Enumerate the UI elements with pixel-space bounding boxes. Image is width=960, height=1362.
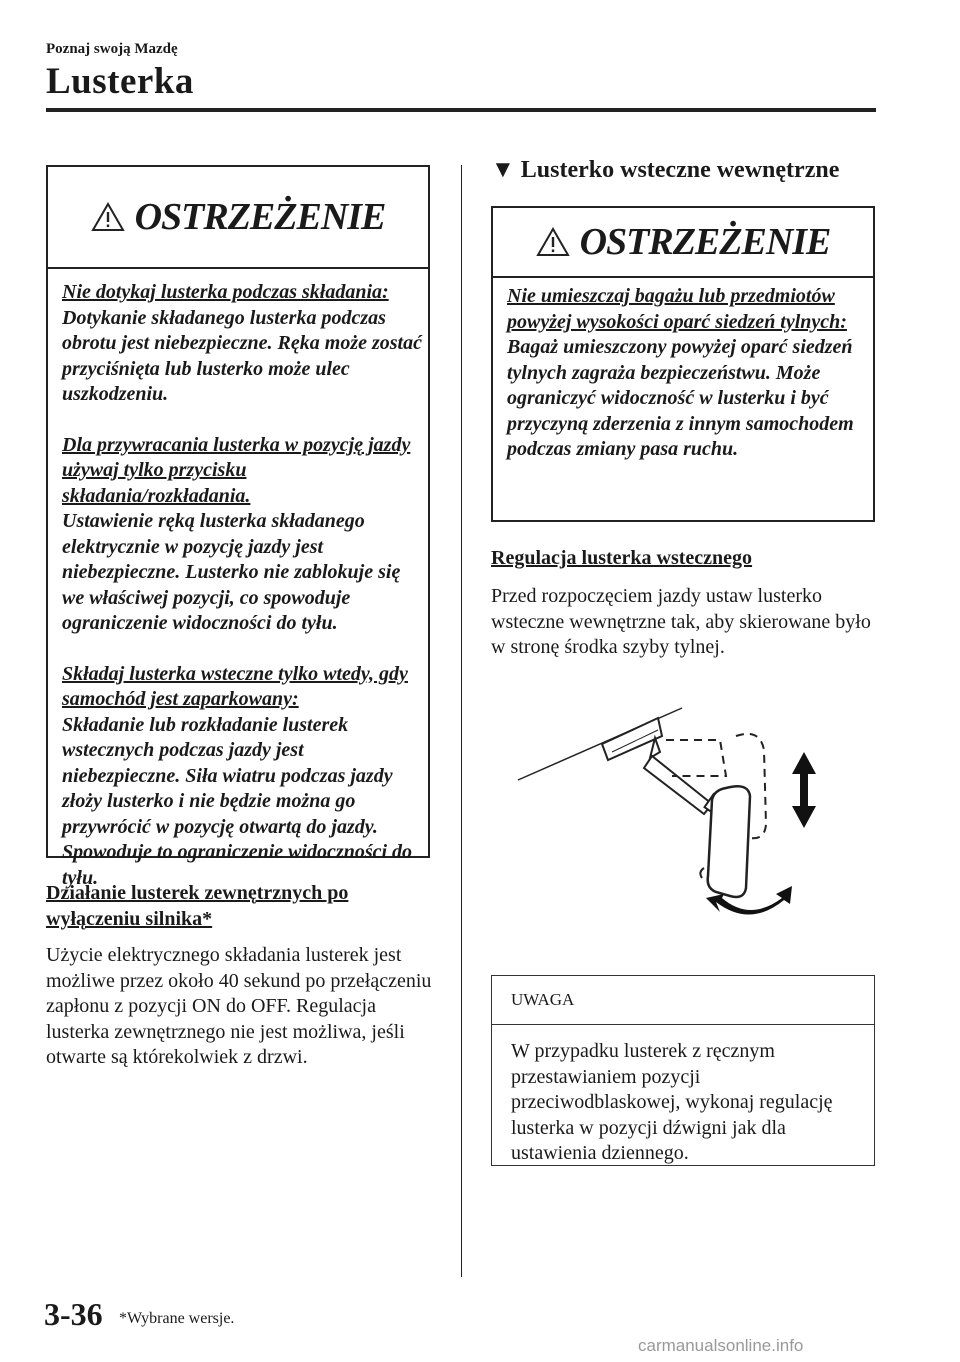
left-subheading: Działanie lusterek zewnętrznych po wyłączeniu silnika* bbox=[46, 882, 349, 930]
page-title: Lusterka bbox=[46, 61, 194, 102]
warning-body bbox=[48, 269, 428, 891]
right-heading-text: Lusterko wsteczne wewnętrzne bbox=[520, 157, 840, 183]
triangle-marker-icon: ▼ bbox=[491, 157, 515, 183]
warning-text: Bagaż umieszczony powyżej oparć siedzeń tylnych zagraża bezpieczeństwu. Może ograniczyć widoczność w lusterku i być przyczyną zderzenia z innym samochodem podczas zmiany pasa ruchu. bbox=[507, 336, 854, 460]
warning-para3-text: Składanie lub rozkładanie lusterek wstecznych podczas jazdy jest niebezpieczne. Siła wiatru podczas jazdy złoży lusterko i nie będzie można go przywrócić w pozycję otwartą do jazdy. Spowoduje to ograniczenie widoczności do tyłu. bbox=[62, 713, 413, 889]
warning-para2-text: Ustawienie ręką lusterka składanego elektrycznie w pozycję jazdy jest niebezpieczne. Lusterko nie zablokuje się we właściwej pozycji, co spowoduje ograniczenie widoczności do tyłu. bbox=[62, 510, 401, 634]
left-body-text: Użycie elektrycznego składania lusterek jest możliwe przez około 40 sekund po przełączeniu zapłonu z pozycji ON do OFF. Regulacja lusterka zewnętrznego nie jest możliwa, jeśli otwarte są którekolwiek z drzwi. bbox=[46, 944, 432, 1068]
page-number: 3-36 bbox=[44, 1296, 103, 1332]
footnote: *Wybrane wersje. bbox=[119, 1310, 235, 1327]
warning-para1-heading: Nie dotykaj lusterka podczas składania: bbox=[62, 281, 389, 303]
warning-heading: Nie umieszczaj bagażu lub przedmiotów powyżej wysokości oparć siedzeń tylnych: bbox=[507, 285, 847, 333]
warning-body bbox=[493, 278, 873, 463]
note-text: W przypadku lusterek z ręcznym przestawianiem pozycji przeciwodblaskowej, wykonaj regulację lusterka w pozycji dźwigni jak dla ustawienia dziennego. bbox=[511, 1040, 833, 1164]
title-rule bbox=[46, 108, 876, 112]
warning-header bbox=[493, 208, 873, 278]
warning-title: OSTRZEŻENIE bbox=[579, 221, 831, 263]
warning-para3-heading: Składaj lusterka wsteczne tylko wtedy, gdy samochód jest zaparkowany: bbox=[62, 662, 408, 710]
warning-para2-heading: Dla przywracania lusterka w pozycję jazdy używaj tylko przycisku składania/rozkładania. bbox=[62, 433, 411, 507]
note-title: UWAGA bbox=[492, 976, 874, 1025]
warning-para1-text: Dotykanie składanego lusterka podczas obrotu jest niebezpieczne. Ręka może zostać przyciśnięta lub lusterko może ulec uszkodzeniu. bbox=[62, 306, 422, 405]
right-warning-box bbox=[491, 206, 875, 522]
column-divider bbox=[461, 165, 462, 1277]
left-warning-box bbox=[46, 165, 430, 889]
warning-triangle-icon bbox=[91, 202, 125, 232]
rearview-mirror-illustration bbox=[510, 700, 840, 920]
right-heading bbox=[491, 157, 839, 184]
section-label: Poznaj swoją Mazdę bbox=[46, 41, 178, 57]
watermark: carmanualsonline.info bbox=[638, 1336, 804, 1355]
note-box bbox=[491, 975, 875, 1166]
right-body-text: Przed rozpoczęciem jazdy ustaw lusterko wsteczne wewnętrzne tak, aby skierowane było w stronę środka szyby tylnej. bbox=[491, 585, 871, 658]
warning-title: OSTRZEŻENIE bbox=[134, 196, 386, 238]
warning-header bbox=[48, 167, 428, 269]
right-subheading: Regulacja lusterka wstecznego bbox=[491, 547, 753, 569]
warning-triangle-icon bbox=[536, 227, 570, 257]
